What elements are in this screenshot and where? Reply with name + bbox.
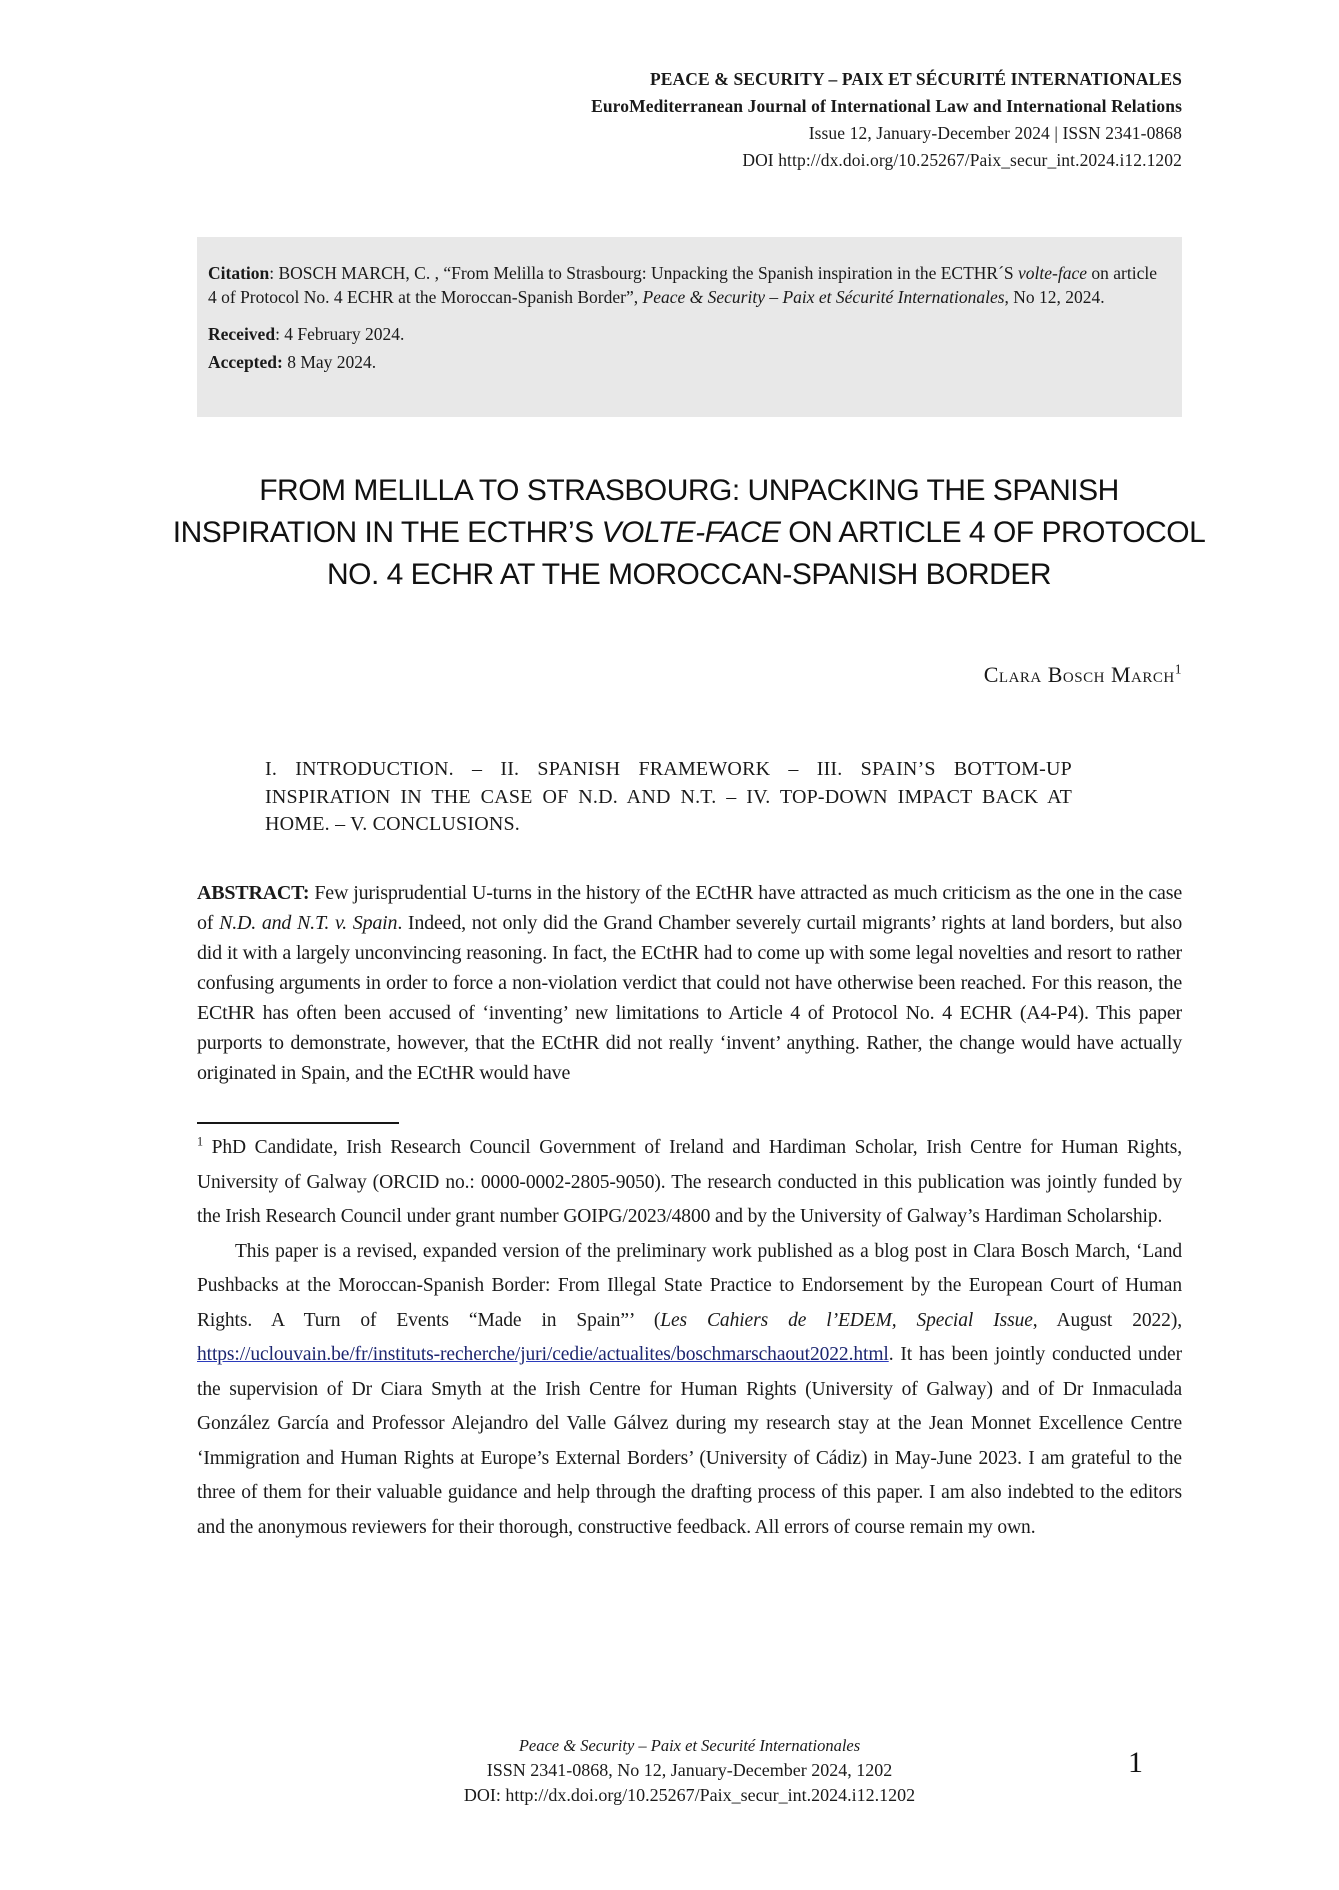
abstract-paragraph xyxy=(197,878,1182,1088)
text-run: 8 May 2024. xyxy=(282,352,377,372)
text-run: . It has been jointly conducted under the supervision of Dr Ciara Smyth at the Irish Centre for Human Rights (University of Galway) and of Dr Inmaculada González García and Professor Alejandro del Valle Gálvez during my research stay at the Jean Monnet Excellence Centre ‘Immigration and Human Rights at Europe’s External Borders’ (University of Cádiz) in May-June 2023. I am grateful to the three of them for their valuable guidance and help through the drafting process of this paper. I am also indebted to the editors and the anonymous reviewers for their thorough, constructive feedback. All errors of course remain my own. xyxy=(197,1344,1182,1538)
text-run: volte-face xyxy=(1018,263,1088,283)
footnote-paragraph-1 xyxy=(197,1131,1182,1235)
text-run: 1 xyxy=(1174,661,1182,677)
received-date xyxy=(208,320,1167,348)
accepted-date xyxy=(208,348,1167,376)
text-run: ABSTRACT: xyxy=(197,882,310,904)
text-run: Accepted: xyxy=(208,352,283,372)
footnote-separator xyxy=(197,1122,399,1124)
citation-box xyxy=(197,237,1182,417)
journal-title: PEACE & SECURITY – PAIX ET SÉCURITÉ INTERNATIONALES xyxy=(650,69,1182,89)
text-run: N.D. and N.T. v. Spain xyxy=(219,912,398,934)
page-number: 1 xyxy=(1128,1746,1143,1779)
text-run: , No 12, 2024. xyxy=(1004,286,1105,307)
text-run: on article 4 of Protocol No. 4 ECHR at the Moroccan-Spanish Border”, xyxy=(208,263,1157,307)
issue-issn-line: Issue 12, January-December 2024 | ISSN 2341-0868 xyxy=(808,123,1182,143)
text-run: Received xyxy=(208,324,276,344)
journal-subtitle: EuroMediterranean Journal of International Law and International Relations xyxy=(591,96,1182,116)
article-title xyxy=(169,470,1209,596)
text-run: PhD Candidate, Irish Research Council Government of Ireland and Hardiman Scholar, Irish Centre for Human Rights, University of Galway (ORCID no.: 0000-0002-2805-9050). The research conducted in this publication was jointly funded by the Irish Research Council under grant number GOIPG/2023/4800 and by the University of Galway’s Hardiman Scholarship. xyxy=(197,1137,1182,1227)
page-footer xyxy=(197,1733,1182,1808)
hyperlink[interactable]: https://uclouvain.be/fr/instituts-recherche/juri/cedie/actualites/boschmarschaout2022.html xyxy=(197,1344,889,1365)
text-run: , August 2022), xyxy=(1032,1309,1182,1331)
text-run: . Indeed, not only did the Grand Chamber severely curtail migrants’ rights at land borders, but also did it with a largely unconvincing reasoning. In fact, the ECtHR had to come up with some legal novelties and resort to rather confusing arguments in order to force a non-violation verdict that could not have otherwise been reached. For this reason, the ECtHR has often been accused of ‘inventing’ new limitations to Article 4 of Protocol No. 4 ECHR (A4-P4). This paper purports to demonstrate, however, that the ECtHR did not really ‘invent’ anything. Rather, the change would have actually originated in Spain, and the ECtHR would have xyxy=(197,912,1183,1084)
text-run: Few jurisprudential U-turns in the history of the ECtHR have attracted as much criticism as the one in the case of xyxy=(197,882,1182,934)
footer-issn-line: ISSN 2341-0868, No 12, January-December 2024, 1202 xyxy=(486,1760,893,1780)
text-run: Les Cahiers de l’EDEM, Special Issue xyxy=(660,1309,1033,1331)
text-run: : 4 February 2024. xyxy=(275,324,405,344)
text-run: ON ARTICLE 4 OF PROTOCOL NO. 4 ECHR AT THE MOROCCAN-SPANISH BORDER xyxy=(326,516,1206,591)
footer-journal-name: Peace & Security – Paix et Securité Internationales xyxy=(518,1736,861,1755)
text-run: FROM MELILLA TO STRASBOURG: UNPACKING THE SPANISH INSPIRATION IN THE ECTHR’S xyxy=(172,474,1119,549)
author-name xyxy=(197,662,1182,688)
header-doi-line: DOI http://dx.doi.org/10.25267/Paix_secur_int.2024.i12.1202 xyxy=(742,150,1182,170)
footer-doi-line: DOI: http://dx.doi.org/10.25267/Paix_secur_int.2024.i12.1202 xyxy=(463,1785,916,1805)
text-run: VOLTE-FACE xyxy=(601,516,781,549)
text-run: Peace & Security – Paix et Sécurité Internationales xyxy=(642,286,1005,307)
footnote-section xyxy=(197,1122,1182,1545)
text-run: 1 xyxy=(197,1134,203,1149)
text-run: Clara Bosch March xyxy=(983,662,1175,687)
citation-text xyxy=(208,262,1167,309)
article-outline: I. INTRODUCTION. – II. SPANISH FRAMEWORK – III. SPAIN’S BOTTOM-UP INSPIRATION IN THE CASE OF N.D. AND N.T. – IV. TOP-DOWN IMPACT BACK AT HOME. – V. CONCLUSIONS. xyxy=(265,758,1072,835)
footnote-paragraph-2 xyxy=(197,1235,1182,1546)
text-run: This paper is a revised, expanded version of the preliminary work published as a blog post in Clara Bosch March, ‘Land Pushbacks at the Moroccan-Spanish Border: From Illegal State Practice to Endorsement by the European Court of Human Rights. A Turn of Events “Made in Spain”’ ( xyxy=(197,1240,1182,1331)
journal-header xyxy=(197,66,1182,174)
text-run: : BOSCH MARCH, C. , “From Melilla to Strasbourg: Unpacking the Spanish inspiration in the ECTHR´S xyxy=(269,263,1019,283)
text-run: Citation xyxy=(208,263,270,283)
